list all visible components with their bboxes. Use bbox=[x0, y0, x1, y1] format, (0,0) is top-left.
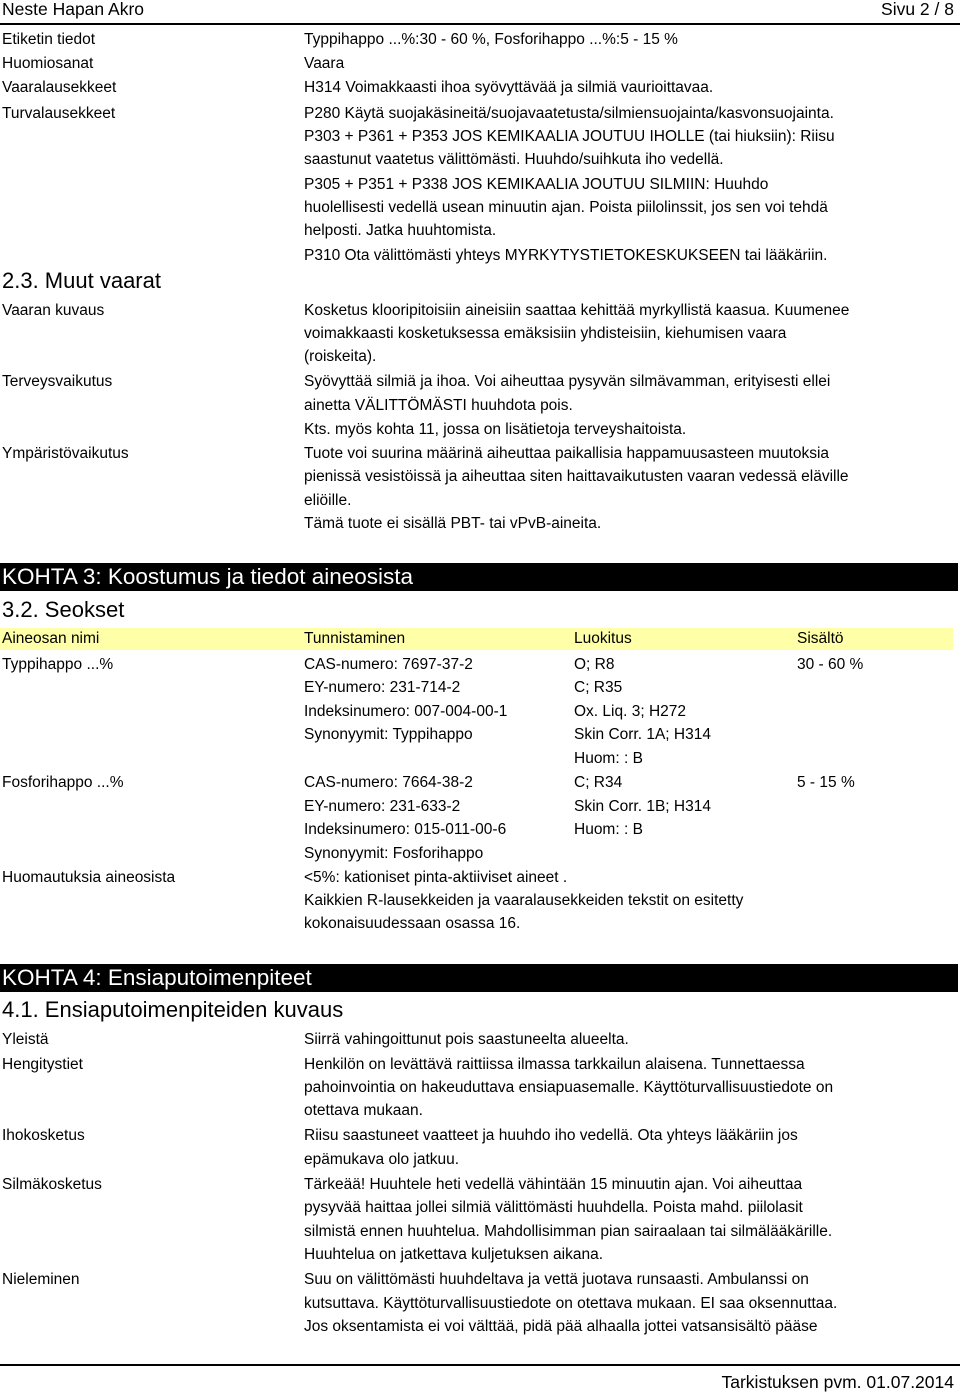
ingredient-ident: Indeksinumero: 015-011-00-6 bbox=[304, 821, 507, 838]
row-value: helposti. Jatka huuhtomista. bbox=[304, 222, 497, 239]
section-4-bar bbox=[0, 964, 958, 992]
row-value: Siirrä vahingoittunut pois saastuneelta alueelta. bbox=[304, 1031, 629, 1048]
row-value: huolellisesti vedellä usean minuutin ajan. Poista piilolinssit, jos sen voi tehdä bbox=[304, 199, 828, 216]
ingredient-content: 30 - 60 % bbox=[797, 656, 864, 673]
row-value: Suu on välittömästi huuhdeltava ja vettä juotava runsaasti. Ambulanssi on bbox=[304, 1271, 809, 1288]
section-2-3-title: 2.3. Muut vaarat bbox=[2, 268, 161, 293]
footer-rule bbox=[0, 1364, 960, 1366]
column-header-classification: Luokitus bbox=[574, 630, 632, 647]
section-3-2-title: 3.2. Seokset bbox=[2, 597, 125, 622]
row-label: Turvalausekkeet bbox=[2, 105, 116, 122]
notes-label: Huomautuksia aineosista bbox=[2, 869, 176, 886]
column-header-name: Aineosan nimi bbox=[2, 630, 100, 647]
row-label: Hengitystiet bbox=[2, 1056, 83, 1073]
section-4-title: KOHTA 4: Ensiaputoimenpiteet bbox=[2, 965, 312, 990]
row-value: Typpihappo ...%:30 - 60 %, Fosforihappo ...%:5 - 15 % bbox=[304, 31, 678, 48]
ingredient-class: Skin Corr. 1B; H314 bbox=[574, 798, 711, 815]
row-value: Syövyttää silmiä ja ihoa. Voi aiheuttaa pysyvän silmävamman, erityisesti ellei bbox=[304, 373, 831, 390]
row-value: pysyvää haittaa jollei silmiä välittömästi huuhdella. Poista mahd. piilolasit bbox=[304, 1199, 803, 1216]
row-label: Ympäristövaikutus bbox=[2, 445, 129, 462]
ingredient-ident: EY-numero: 231-714-2 bbox=[304, 679, 461, 696]
company-name: Neste Hapan Akro bbox=[2, 0, 145, 19]
ingredient-class: C; R35 bbox=[574, 679, 623, 696]
ingredient-class: Huom: : B bbox=[574, 750, 643, 767]
row-value: Jos oksentamista ei voi välttää, pidä pää alhaalla jottei vatsansisältö pääse bbox=[304, 1318, 818, 1335]
ingredient-ident: Synonyymit: Fosforihappo bbox=[304, 845, 484, 862]
notes-line: Kaikkien R-lausekkeiden ja vaaralausekkeiden tekstit on esitetty bbox=[304, 892, 744, 909]
row-value: voimakkaasti kosketuksessa emäksisiin yhdisteisiin, kiehumisen vaara bbox=[304, 325, 787, 342]
section-3-bar bbox=[0, 563, 958, 591]
row-value: pienissä vesistöissä ja aiheuttaa siten haittavaikutusten vaaran vedessä eläville bbox=[304, 468, 849, 485]
row-label: Vaaralausekkeet bbox=[2, 79, 117, 96]
row-label: Yleistä bbox=[2, 1031, 49, 1048]
row-value: P303 + P361 + P353 JOS KEMIKAALIA JOUTUU IHOLLE (tai hiuksiin): Riisu bbox=[304, 128, 835, 145]
row-value: pahoinvointia on hakeuduttava ensiapuasemalle. Käyttöturvallisuustiedote on bbox=[304, 1079, 834, 1096]
row-label: Huomiosanat bbox=[2, 55, 94, 72]
column-header-identification: Tunnistaminen bbox=[304, 630, 406, 647]
row-label: Vaaran kuvaus bbox=[2, 302, 105, 319]
row-label: Etiketin tiedot bbox=[2, 31, 96, 48]
page-number: Sivu 2 / 8 bbox=[881, 0, 954, 19]
page-header bbox=[0, 0, 960, 22]
row-value: (roiskeita). bbox=[304, 348, 377, 365]
ingredient-ident: Synonyymit: Typpihappo bbox=[304, 726, 473, 743]
ingredient-class: O; R8 bbox=[574, 656, 615, 673]
row-value: Vaara bbox=[304, 55, 345, 72]
ingredient-class: Huom: : B bbox=[574, 821, 643, 838]
row-value: H314 Voimakkaasti ihoa syövyttävää ja silmiä vaurioittavaa. bbox=[304, 79, 714, 96]
header-rule bbox=[0, 23, 960, 25]
row-value: Tärkeää! Huuhtele heti vedellä vähintään 15 minuutin ajan. Voi aiheuttaa bbox=[304, 1176, 803, 1193]
row-value: Tämä tuote ei sisällä PBT- tai vPvB-aineita. bbox=[304, 515, 602, 532]
row-value: Kosketus klooripitoisiin aineisiin saattaa kehittää myrkyllistä kaasua. Kuumenee bbox=[304, 302, 850, 319]
row-label: Ihokosketus bbox=[2, 1127, 85, 1144]
row-value: Riisu saastuneet vaatteet ja huuhdo iho vedellä. Ota yhteys lääkäriin jos bbox=[304, 1127, 798, 1144]
ingredient-ident: Indeksinumero: 007-004-00-1 bbox=[304, 703, 508, 720]
row-value: Kts. myös kohta 11, jossa on lisätietoja terveyshaitoista. bbox=[304, 421, 687, 438]
ingredient-class: Ox. Liq. 3; H272 bbox=[574, 703, 687, 720]
row-value: Tuote voi suurina määrinä aiheuttaa paikallisia happamuusasteen muutoksia bbox=[304, 445, 830, 462]
ingredients-table-header bbox=[0, 628, 953, 650]
row-value: Henkilön on levättävä raittiissa ilmassa tarkkailun alaisena. Tunnettaessa bbox=[304, 1056, 805, 1073]
row-value: saastunut vaatetus välittömästi. Huuhdo/suihkuta iho vedellä. bbox=[304, 151, 724, 168]
notes-line: kokonaisuudessaan osassa 16. bbox=[304, 915, 521, 932]
row-value: silmistä ennen huuhtelua. Mahdollisimman pian sairaalaan tai silmälääkärille. bbox=[304, 1223, 833, 1240]
row-value: otettava mukaan. bbox=[304, 1102, 423, 1119]
row-label: Terveysvaikutus bbox=[2, 373, 113, 390]
revision-date: Tarkistuksen pvm. 01.07.2014 bbox=[721, 1372, 954, 1392]
ingredient-class: C; R34 bbox=[574, 774, 623, 791]
row-value: epämukava olo jatkuu. bbox=[304, 1151, 460, 1168]
ingredient-class: Skin Corr. 1A; H314 bbox=[574, 726, 711, 743]
ingredient-content: 5 - 15 % bbox=[797, 774, 855, 791]
row-value: eliöille. bbox=[304, 492, 352, 509]
row-value: P280 Käytä suojakäsineitä/suojavaatetusta/silmiensuojainta/kasvonsuojainta. bbox=[304, 105, 834, 122]
section-4-1-title: 4.1. Ensiaputoimenpiteiden kuvaus bbox=[2, 997, 344, 1022]
row-label: Nieleminen bbox=[2, 1271, 80, 1288]
row-value: P310 Ota välittömästi yhteys MYRKYTYSTIETOKESKUKSEEN tai lääkäriin. bbox=[304, 247, 828, 264]
row-value: ainetta VÄLITTÖMÄSTI huuhdota pois. bbox=[304, 397, 573, 414]
ingredient-name: Typpihappo ...% bbox=[2, 656, 114, 673]
row-label: Silmäkosketus bbox=[2, 1176, 102, 1193]
ingredient-name: Fosforihappo ...% bbox=[2, 774, 124, 791]
row-value: P305 + P351 + P338 JOS KEMIKAALIA JOUTUU SILMIIN: Huuhdo bbox=[304, 176, 769, 193]
ingredient-ident: CAS-numero: 7697-37-2 bbox=[304, 656, 473, 673]
notes-line: <5%: kationiset pinta-aktiiviset aineet . bbox=[304, 869, 568, 886]
ingredient-ident: EY-numero: 231-633-2 bbox=[304, 798, 461, 815]
section-3-title: KOHTA 3: Koostumus ja tiedot aineosista bbox=[2, 564, 414, 589]
row-value: kutsuttava. Käyttöturvallisuustiedote on otettava mukaan. EI saa oksennuttaa. bbox=[304, 1295, 838, 1312]
ingredient-ident: CAS-numero: 7664-38-2 bbox=[304, 774, 473, 791]
row-value: Huuhtelua on jatkettava kuljetuksen aikana. bbox=[304, 1246, 604, 1263]
column-header-content: Sisältö bbox=[797, 630, 844, 647]
